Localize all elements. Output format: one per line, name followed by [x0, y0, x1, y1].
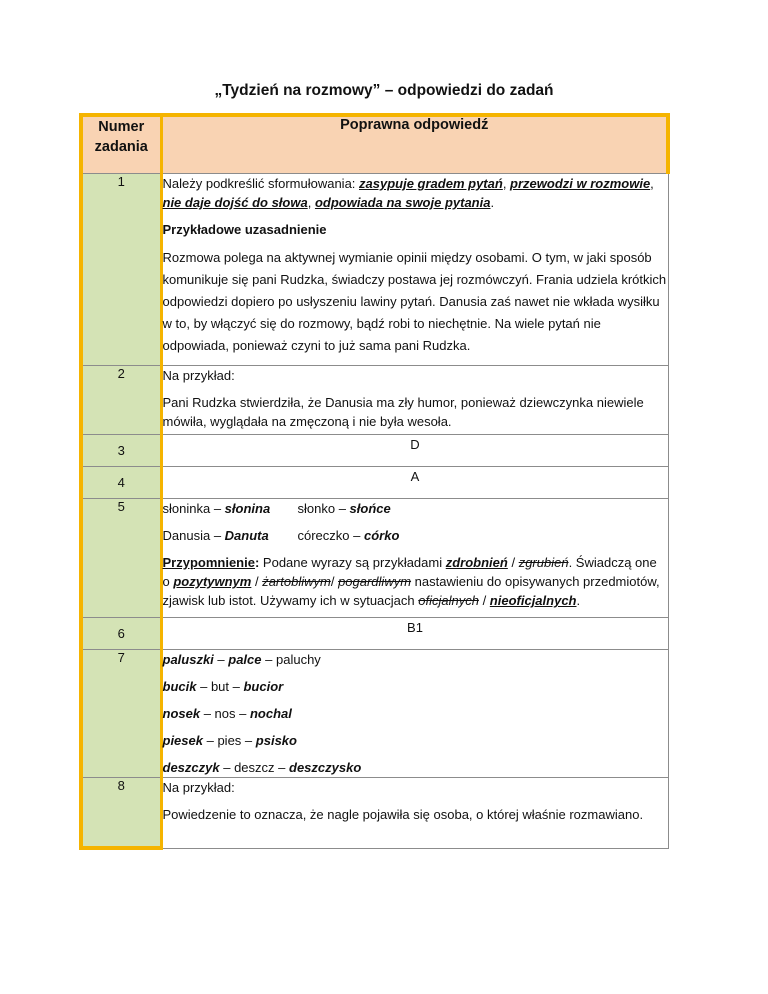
answer-cell — [161, 778, 668, 849]
answer-cell: D — [161, 435, 668, 467]
task-number: 4 — [81, 467, 161, 499]
answer-text: Pani Rudzka stwierdziła, że Danusia ma zły humor, ponieważ dziewczynka niewiele mówiła, wyglądała na zmęczoną i nie była wesoła. — [162, 395, 644, 429]
table-row — [81, 778, 668, 849]
task-number: 6 — [81, 618, 161, 650]
word-chain: deszczyk – deszcz – deszczysko — [162, 760, 362, 775]
task-number: 1 — [81, 174, 161, 366]
task-number: 8 — [81, 778, 161, 849]
word-pair-line: słoninka – słonina słonko – słońce — [162, 501, 391, 516]
answer-cell — [161, 650, 668, 778]
answer-cell: A — [161, 467, 668, 499]
table-header-row — [81, 115, 668, 174]
header-answer: Poprawna odpowiedź — [161, 115, 668, 174]
table-row — [81, 618, 668, 650]
word-chain: piesek – pies – psisko — [162, 733, 297, 748]
table-row — [81, 650, 668, 778]
answer-cell: B1 — [161, 618, 668, 650]
task-number: 5 — [81, 499, 161, 618]
task-number: 2 — [81, 366, 161, 435]
table-row — [81, 174, 668, 366]
answer-cell — [161, 499, 668, 618]
header-number: Numer zadania — [81, 115, 161, 174]
word-chain: bucik – but – bucior — [162, 679, 284, 694]
answer-subheading: Przykładowe uzasadnienie — [162, 222, 327, 237]
word-chain: nosek – nos – nochal — [162, 706, 292, 721]
word-pair-line: Danusia – Danuta córeczko – córko — [162, 528, 400, 543]
table-row — [81, 499, 668, 618]
answer-text: Powiedzenie to oznacza, że nagle pojawiła się osoba, o której właśnie rozmawiano. — [162, 807, 644, 822]
reminder-note: Przypomnienie: Podane wyrazy są przykładami zdrobnień / zgrubień. Świadczą one o pozytywnym / żartobliwym/ pogardliwym nastawieniu do opisywanych przedmiotów, zjawisk lub istot. Używamy ich w sytuacjach oficjalnych / nieoficjalnych. — [162, 555, 660, 608]
task-number: 3 — [81, 435, 161, 467]
table-row — [81, 435, 668, 467]
answer-cell — [161, 366, 668, 435]
word-chain: paluszki – palce – paluchy — [162, 652, 321, 667]
table-row — [81, 467, 668, 499]
answer-text: Rozmowa polega na aktywnej wymianie opinii między osobami. O tym, w jaki sposób komunikuje się pani Rudzka, świadczy postawa jej rozmówczyń. Frania udziela krótkich odpowiedzi dopiero po usłyszeniu lawiny pytań. Danusia zaś nawet nie wkłada wysiłku w to, by włączyć się do rozmowy, bądź robi to niechętnie. Na wiele pytań nie odpowiada, ponieważ czyni to już sama pani Rudzka. — [162, 250, 667, 353]
task-number: 7 — [81, 650, 161, 778]
table-row — [81, 366, 668, 435]
answer-intro: Na przykład: — [162, 368, 235, 383]
answers-table — [79, 113, 670, 850]
answer-intro: Należy podkreślić sformułowania: zasypuje gradem pytań, przewodzi w rozmowie, nie daje dojść do słowa, odpowiada na swoje pytania. — [162, 176, 654, 210]
page-title: „Tydzień na rozmowy” – odpowiedzi do zadań — [214, 82, 554, 99]
answer-cell — [161, 174, 668, 366]
answer-intro: Na przykład: — [162, 780, 235, 795]
